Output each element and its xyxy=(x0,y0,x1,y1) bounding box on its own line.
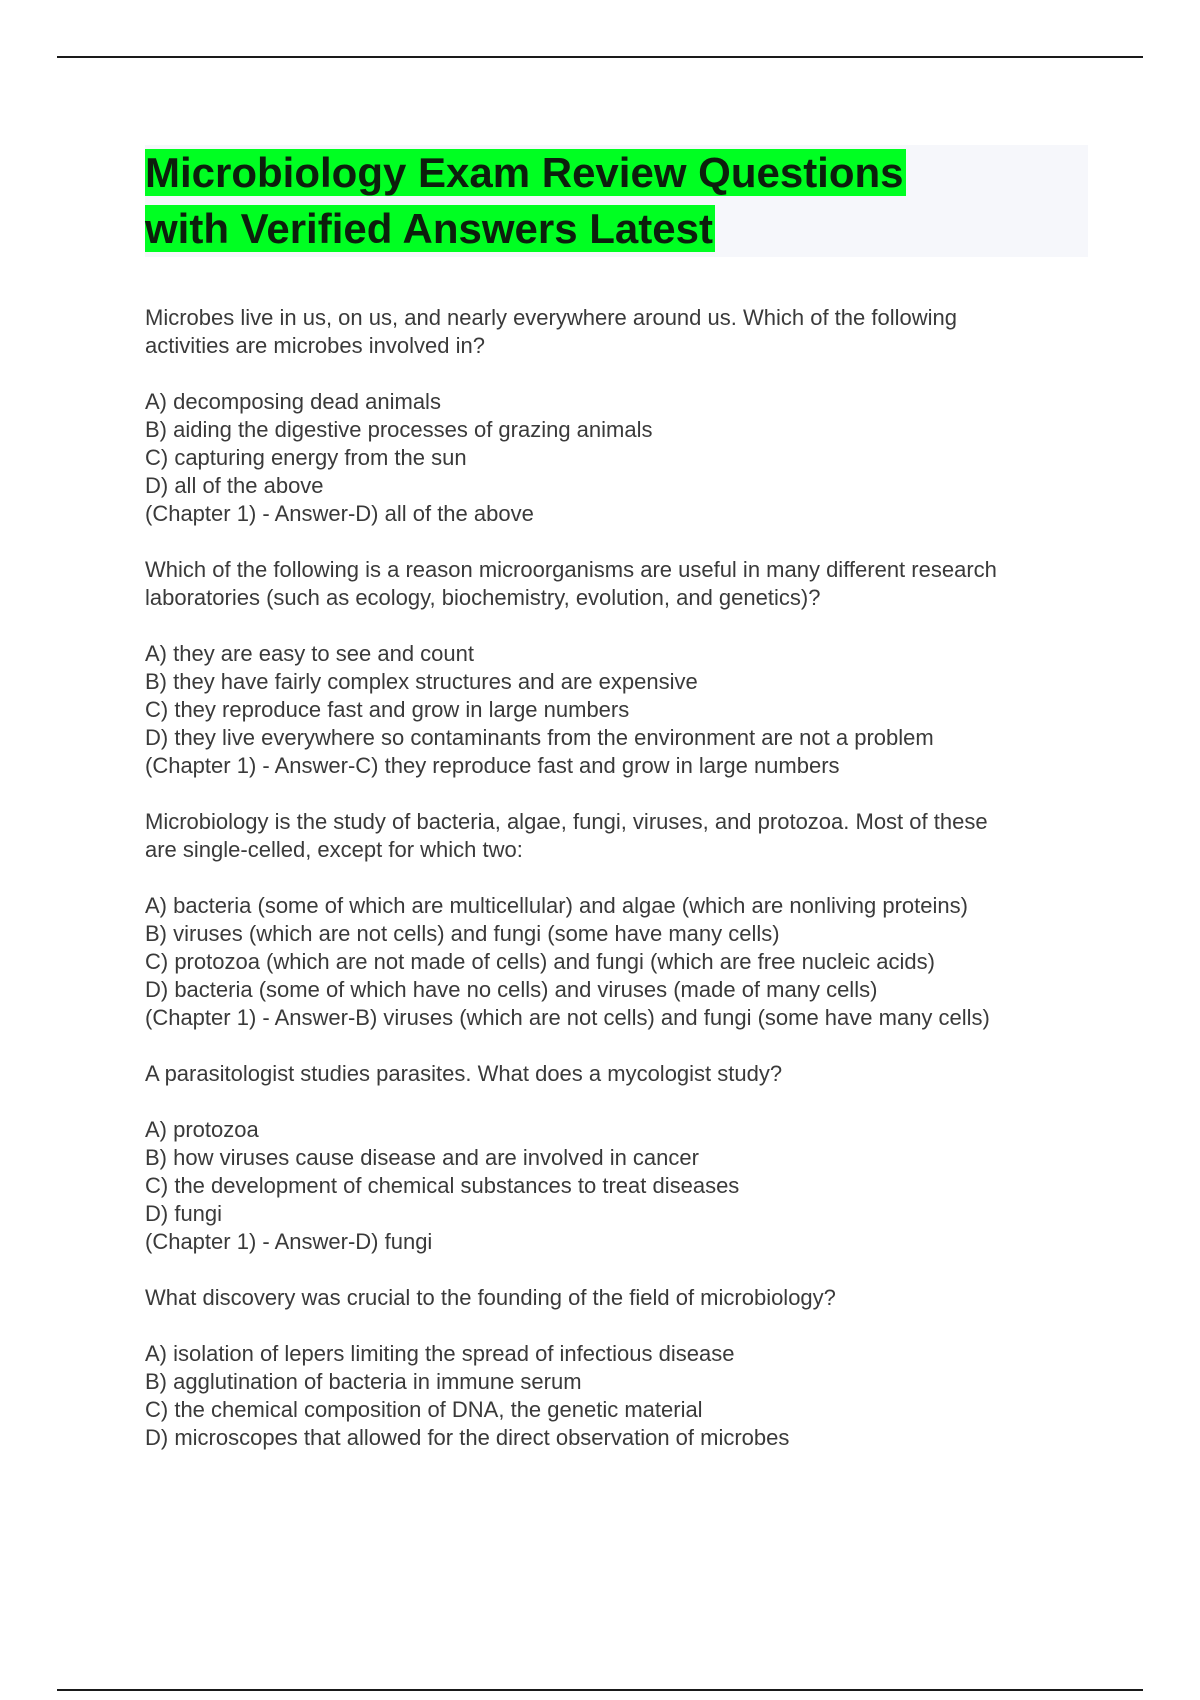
answer-option: C) capturing energy from the sun xyxy=(145,445,467,470)
answer-option: D) microscopes that allowed for the direct observation of microbes xyxy=(145,1425,790,1450)
question-block xyxy=(145,1060,1088,1256)
answer-option: C) protozoa (which are not made of cells) and fungi (which are free nucleic acids) xyxy=(145,949,935,974)
answer-option: B) aiding the digestive processes of grazing animals xyxy=(145,417,653,442)
question-prompt xyxy=(145,1284,1088,1312)
document-title xyxy=(145,145,1088,257)
answer-option: D) they live everywhere so contaminants from the environment are not a problem xyxy=(145,725,934,750)
correct-answer: (Chapter 1) - Answer-B) viruses (which are not cells) and fungi (some have many cells) xyxy=(145,1005,990,1030)
answer-option: C) the chemical composition of DNA, the genetic material xyxy=(145,1397,703,1422)
question-prompt xyxy=(145,304,1088,360)
answer-option: D) all of the above xyxy=(145,473,324,498)
question-prompt xyxy=(145,556,1088,612)
top-rule xyxy=(57,56,1143,58)
question-block xyxy=(145,556,1088,780)
correct-answer: (Chapter 1) - Answer-D) fungi xyxy=(145,1229,433,1254)
question-prompt-line: laboratories (such as ecology, biochemistry, evolution, and genetics)? xyxy=(145,585,821,610)
title-block xyxy=(145,145,1088,257)
answer-option: B) they have fairly complex structures and are expensive xyxy=(145,669,698,694)
question-block xyxy=(145,304,1088,528)
question-prompt-line: are single-celled, except for which two: xyxy=(145,837,523,862)
document-body xyxy=(145,145,1088,1480)
answer-option: B) agglutination of bacteria in immune serum xyxy=(145,1369,582,1394)
answer-option: A) bacteria (some of which are multicellular) and algae (which are nonliving proteins) xyxy=(145,893,968,918)
answer-option: A) isolation of lepers limiting the spread of infectious disease xyxy=(145,1341,735,1366)
answer-option: A) they are easy to see and count xyxy=(145,641,474,666)
question-prompt-line: activities are microbes involved in? xyxy=(145,333,485,358)
answer-option: B) how viruses cause disease and are involved in cancer xyxy=(145,1145,699,1170)
answer-option: C) the development of chemical substances to treat diseases xyxy=(145,1173,740,1198)
question-block xyxy=(145,808,1088,1032)
correct-answer: (Chapter 1) - Answer-D) all of the above xyxy=(145,501,534,526)
question-prompt-line: Microbiology is the study of bacteria, algae, fungi, viruses, and protozoa. Most of these xyxy=(145,809,988,834)
correct-answer: (Chapter 1) - Answer-C) they reproduce fast and grow in large numbers xyxy=(145,753,840,778)
answer-option: D) fungi xyxy=(145,1201,223,1226)
answer-option: A) protozoa xyxy=(145,1117,259,1142)
question-prompt-line: What discovery was crucial to the founding of the field of microbiology? xyxy=(145,1285,836,1310)
question-prompt xyxy=(145,1060,1088,1088)
answer-option: A) decomposing dead animals xyxy=(145,389,441,414)
bottom-rule xyxy=(57,1689,1143,1691)
question-prompt xyxy=(145,808,1088,864)
answer-option: B) viruses (which are not cells) and fungi (some have many cells) xyxy=(145,921,780,946)
question-list xyxy=(145,304,1088,1452)
answer-option: D) bacteria (some of which have no cells) and viruses (made of many cells) xyxy=(145,977,878,1002)
answer-option: C) they reproduce fast and grow in large numbers xyxy=(145,697,630,722)
question-prompt-line: Which of the following is a reason microorganisms are useful in many different research xyxy=(145,557,997,582)
title-line-2: with Verified Answers Latest xyxy=(145,205,713,252)
question-prompt-line: A parasitologist studies parasites. What does a mycologist study? xyxy=(145,1061,783,1086)
title-line-1: Microbiology Exam Review Questions xyxy=(145,149,904,196)
question-prompt-line: Microbes live in us, on us, and nearly everywhere around us. Which of the following xyxy=(145,305,957,330)
question-block xyxy=(145,1284,1088,1452)
